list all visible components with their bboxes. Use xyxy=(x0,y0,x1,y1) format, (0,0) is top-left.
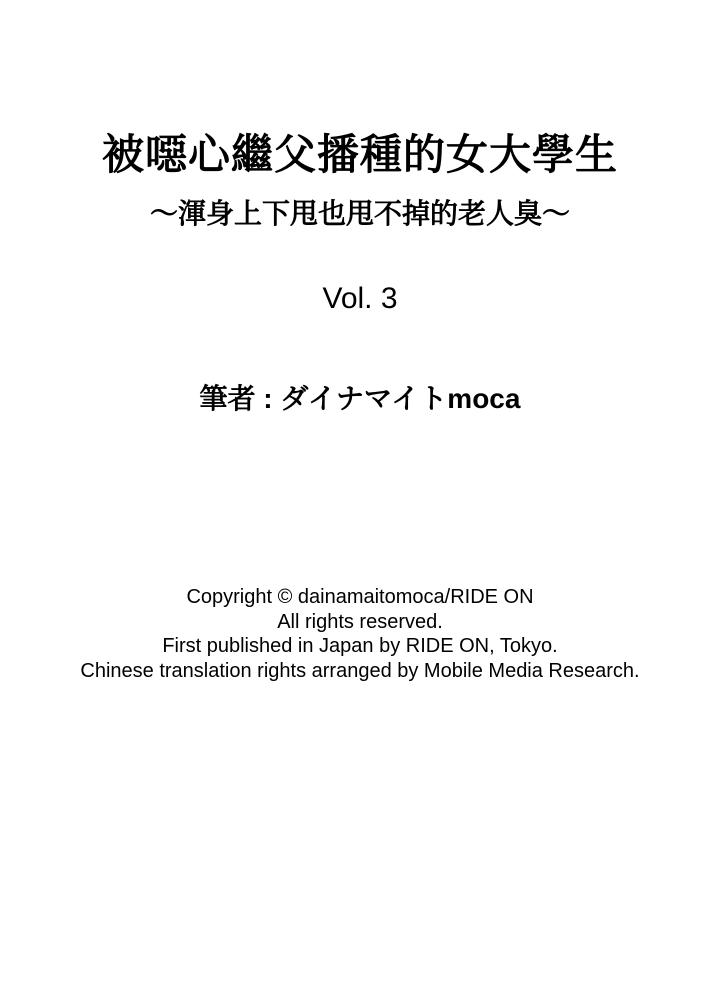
copyright-line-4: Chinese translation rights arranged by Mobile Media Research. xyxy=(80,659,640,682)
volume-label: Vol. 3 xyxy=(322,282,398,315)
author-line: 筆者 : ダイナマイトmoca xyxy=(199,383,521,414)
copyright-line-2: All rights reserved. xyxy=(277,610,443,633)
book-title: 被噁心繼父播種的女大學生 xyxy=(101,131,618,178)
copyright-line-3: First published in Japan by RIDE ON, Tokyo. xyxy=(162,635,558,657)
book-subtitle: ～渾身上下甩也甩不掉的老人臭～ xyxy=(149,198,570,229)
copyright-block xyxy=(0,585,720,683)
copyright-line-1: Copyright © dainamaitomoca/RIDE ON xyxy=(186,586,534,608)
